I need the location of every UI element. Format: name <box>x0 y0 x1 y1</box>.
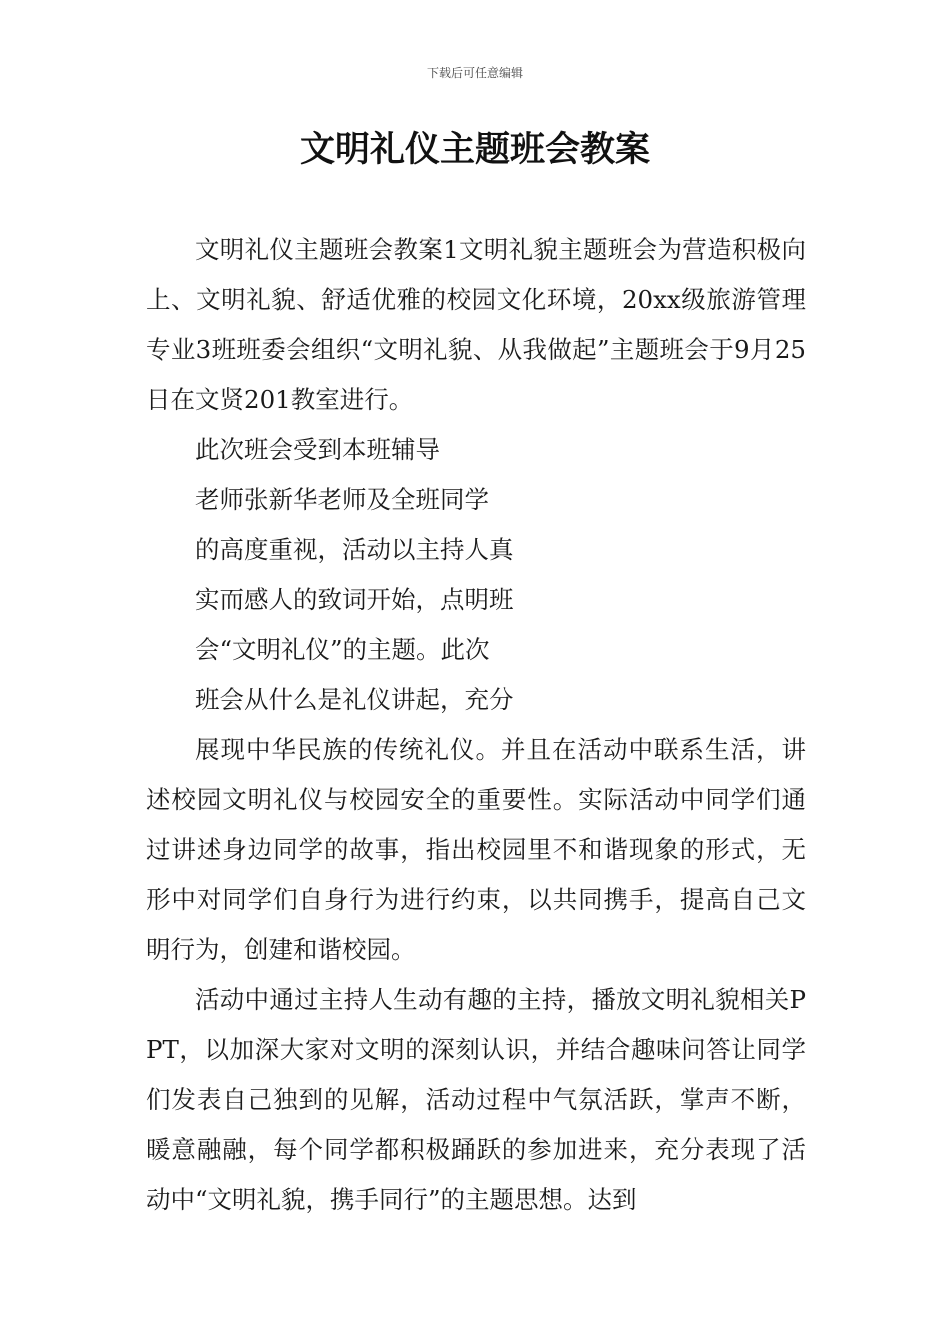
paragraph-intro: 文明礼仪主题班会教案1文明礼貌主题班会为营造积极向上、文明礼貌、舒适优雅的校园文化环境，20xx级旅游管理专业3班班委会组织“文明礼貌、从我做起”主题班会于9月25日在文贤201教室进行。 <box>146 235 806 414</box>
paragraph-line: 老师张新华老师及全班同学 <box>195 485 489 514</box>
document-title: 文明礼仪主题班会教案 <box>299 130 650 170</box>
paragraph-line: 此次班会受到本班辅导 <box>195 435 440 464</box>
paragraph-line: 班会从什么是礼仪讲起，充分 <box>195 685 514 714</box>
paragraph-activity: 活动中通过主持人生动有趣的主持，播放文明礼貌相关PPT，以加深大家对文明的深刻认识，并结合趣味问答让同学们发表自己独到的见解，活动过程中气氛活跃，掌声不断，暖意融融，每个同学都积极踊跃的参加进来，充分表现了活动中“文明礼貌，携手同行”的主题思想。达到 <box>146 985 806 1214</box>
paragraph-line: 实而感人的致词开始，点明班 <box>195 585 514 614</box>
header-note: 下载后可任意编辑 <box>426 66 523 80</box>
paragraph-tradition: 展现中华民族的传统礼仪。并且在活动中联系生活，讲述校园文明礼仪与校园安全的重要性。实际活动中同学们通过讲述身边同学的故事，指出校园里不和谐现象的形式，无形中对同学们自身行为进行约束，以共同携手，提高自己文明行为，创建和谐校园。 <box>146 735 806 964</box>
paragraph-line: 会“文明礼仪”的主题。此次 <box>195 635 490 664</box>
document-body <box>146 225 806 1225</box>
paragraph-line: 的高度重视，活动以主持人真 <box>195 535 514 564</box>
